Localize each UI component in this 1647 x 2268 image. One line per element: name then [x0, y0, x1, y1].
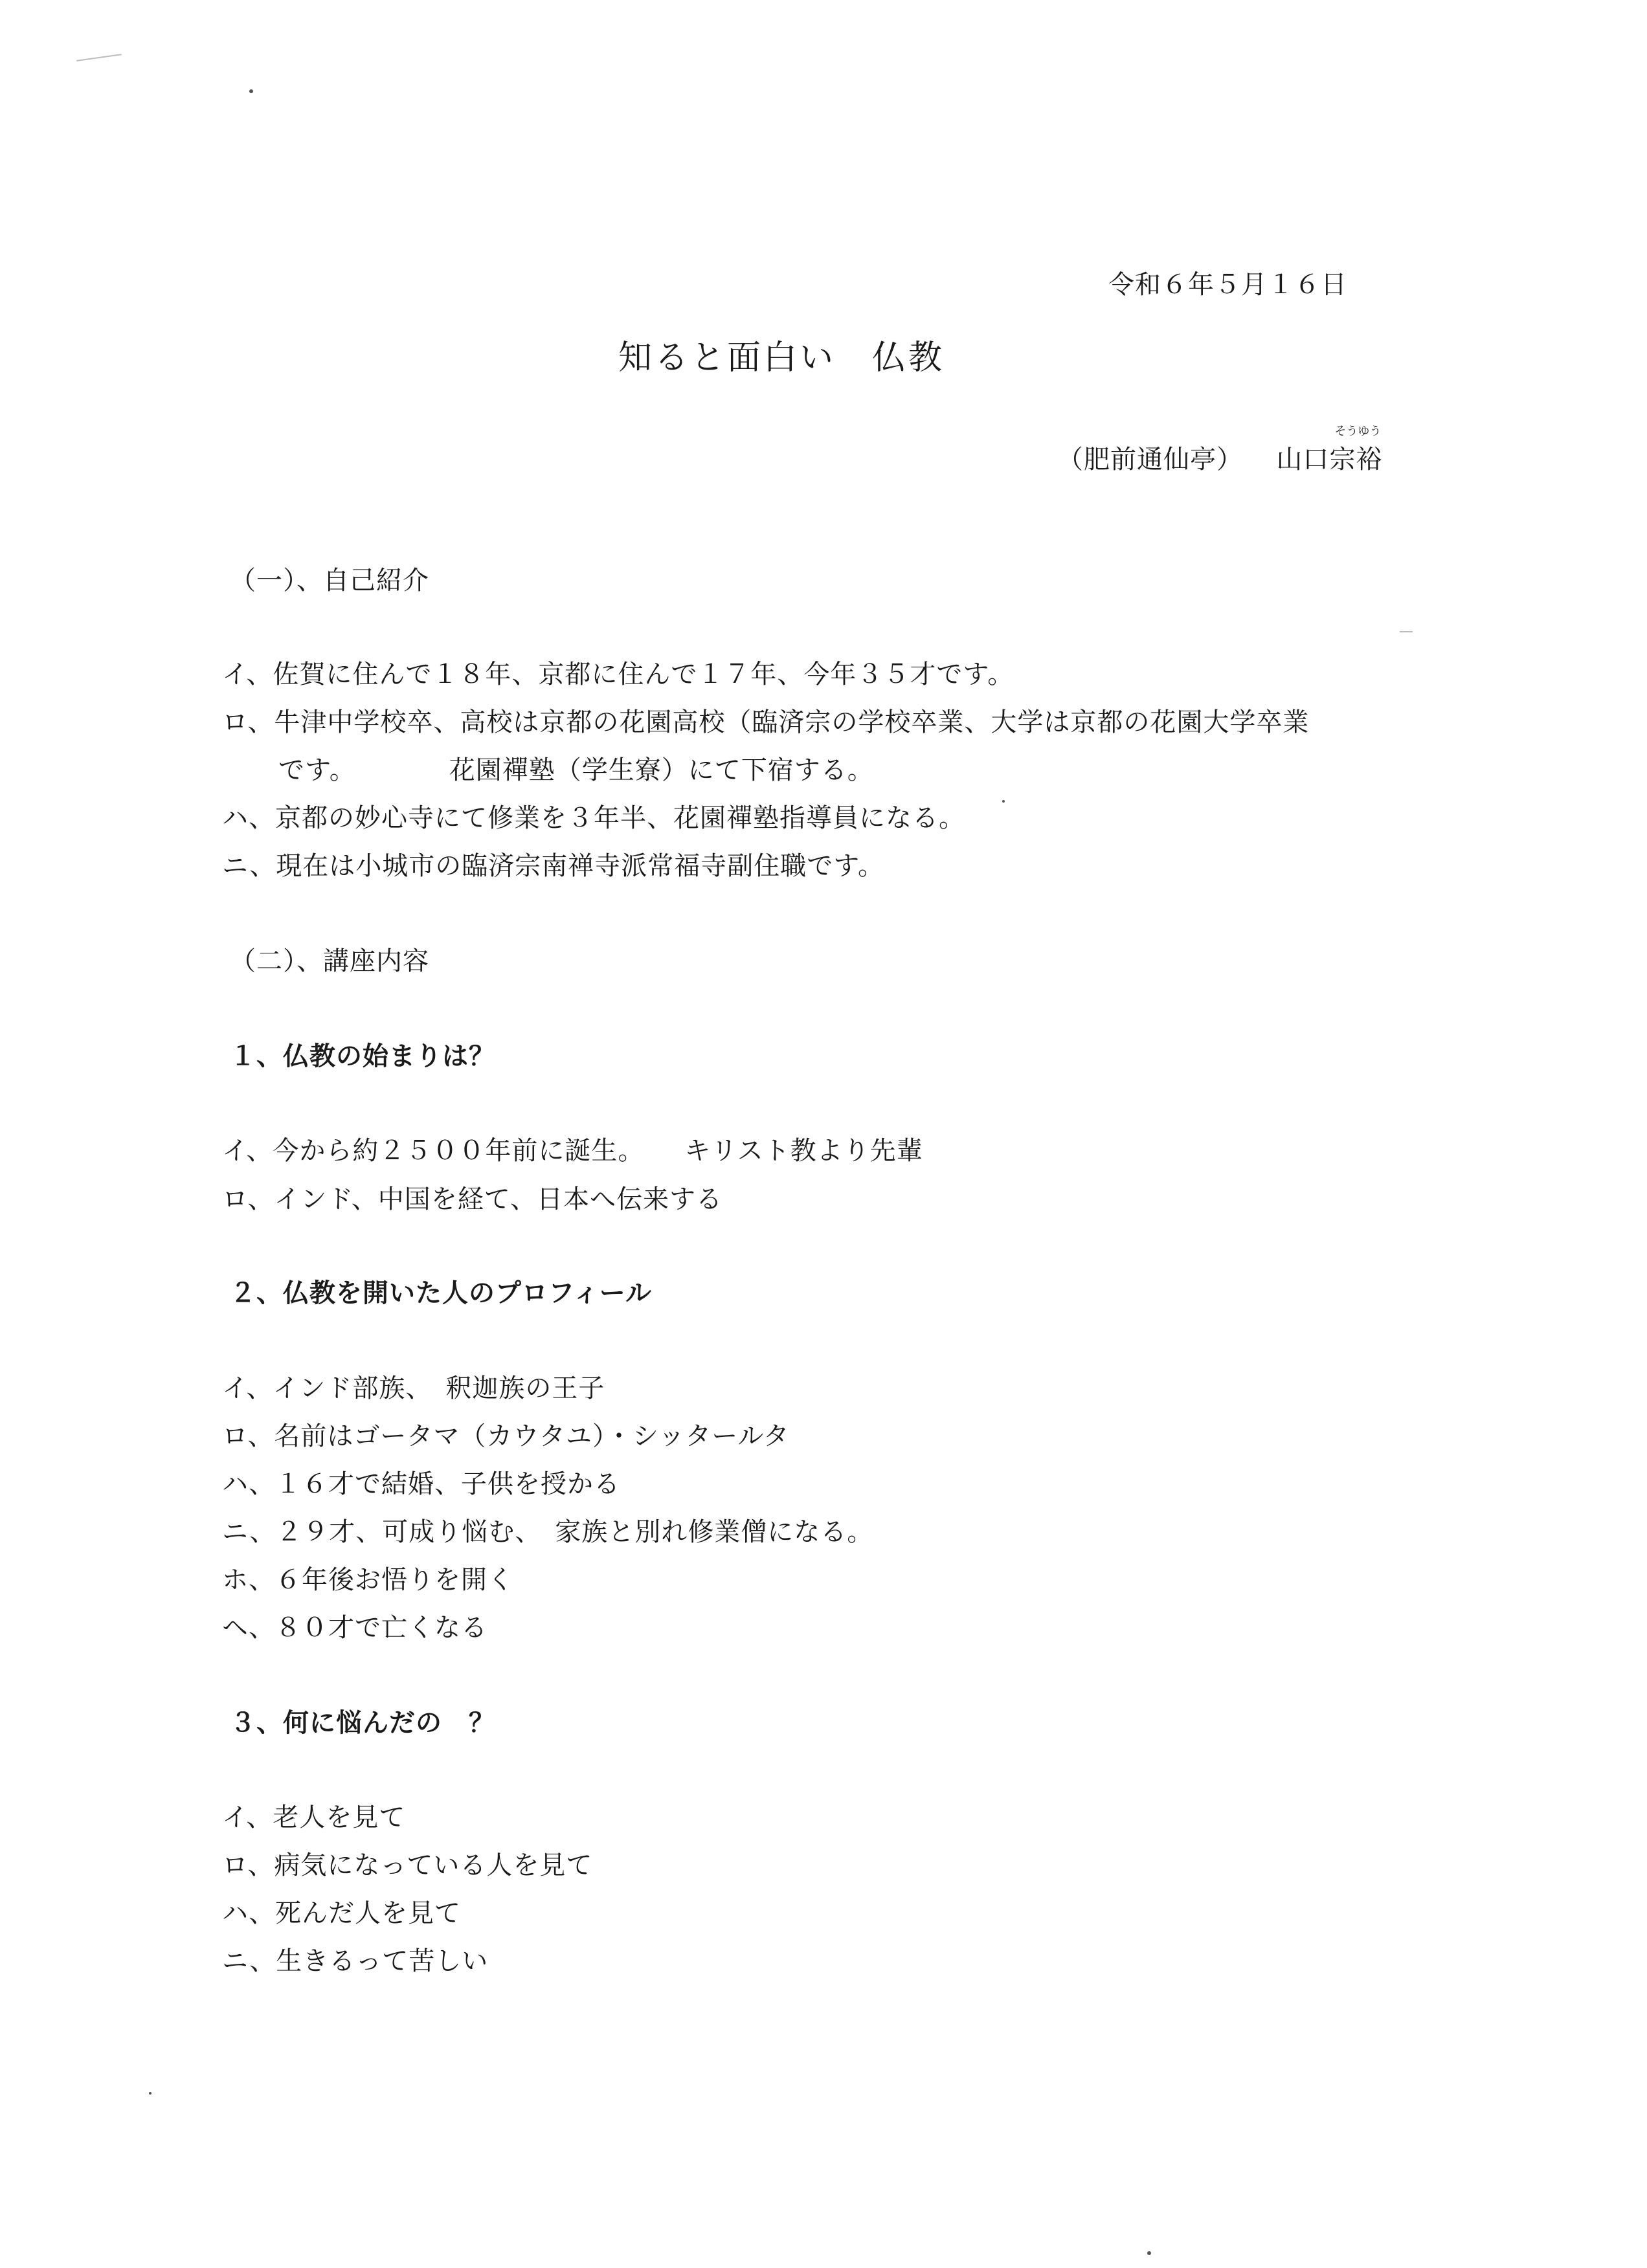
list-item: ホ、６年後お悟りを開く [222, 1565, 514, 1595]
scan-speck [1147, 2251, 1151, 2255]
document-date: 令和６年５月１６日 [1108, 270, 1347, 300]
list-item: ロ、インド、中国を経て、日本へ伝来する [222, 1184, 723, 1214]
scan-speck [149, 2092, 151, 2095]
topic-heading-origin: １、仏教の始まりは？ [230, 1041, 495, 1071]
list-item: ロ、病気になっている人を見て [222, 1851, 593, 1880]
list-item: ハ、京都の妙心寺にて修業を３年半、花園禪塾指導員になる。 [222, 803, 965, 833]
list-item: イ、今から約２５００年前に誕生。 キリスト教より先輩 [222, 1136, 923, 1166]
list-item: イ、佐賀に住んで１８年、京都に住んで１７年、今年３５才です。 [222, 660, 1014, 689]
topic-heading-founder-profile: ２、仏教を開いた人のプロフィール [230, 1278, 652, 1308]
document-title: 知ると面白い 仏教 [618, 339, 945, 377]
list-item: ハ、死んだ人を見て [222, 1898, 461, 1928]
list-item: イ、インド部族、 釈迦族の王子 [222, 1373, 605, 1403]
list-item: ロ、名前はゴータマ（カウタユ）・シッタールタ [222, 1421, 790, 1451]
author-name-given: 宗裕 [1329, 445, 1383, 474]
list-item: イ、老人を見て [222, 1803, 406, 1832]
scan-speck [1400, 631, 1413, 632]
list-item: ニ、２９才、可成り悩む、 家族と別れ修業僧になる。 [222, 1517, 874, 1547]
scan-mark [76, 54, 122, 61]
section-heading-course-content: （二）、講座内容 [230, 946, 429, 976]
list-item: ハ、１６才で結婚、子供を授かる [222, 1469, 620, 1499]
list-item-continuation: です。 花園禪塾（学生寮）にて下宿する。 [278, 755, 874, 785]
scan-speck [1002, 800, 1005, 803]
topic-heading-worries: ３、何に悩んだの ？ [230, 1707, 495, 1738]
author-name-furigana: そうゆう [1334, 425, 1382, 438]
author-affiliation: （肥前通仙亭） [1057, 445, 1243, 474]
section-heading-self-introduction: （一）、自己紹介 [230, 566, 429, 595]
list-item: ロ、牛津中学校卒、高校は京都の花園高校（臨済宗の学校卒業、大学は京都の花園大学卒業 [222, 707, 1310, 737]
list-item: ヘ、８０才で亡くなる [222, 1613, 487, 1643]
list-item: ニ、生きるって苦しい [222, 1946, 489, 1976]
author-name-prefix: 山口 [1276, 445, 1330, 474]
author-line [1057, 425, 1383, 474]
list-item: ニ、現在は小城市の臨済宗南禅寺派常福寺副住職です。 [222, 851, 884, 881]
author-name-ruby [1329, 425, 1383, 474]
scan-speck [249, 89, 253, 93]
